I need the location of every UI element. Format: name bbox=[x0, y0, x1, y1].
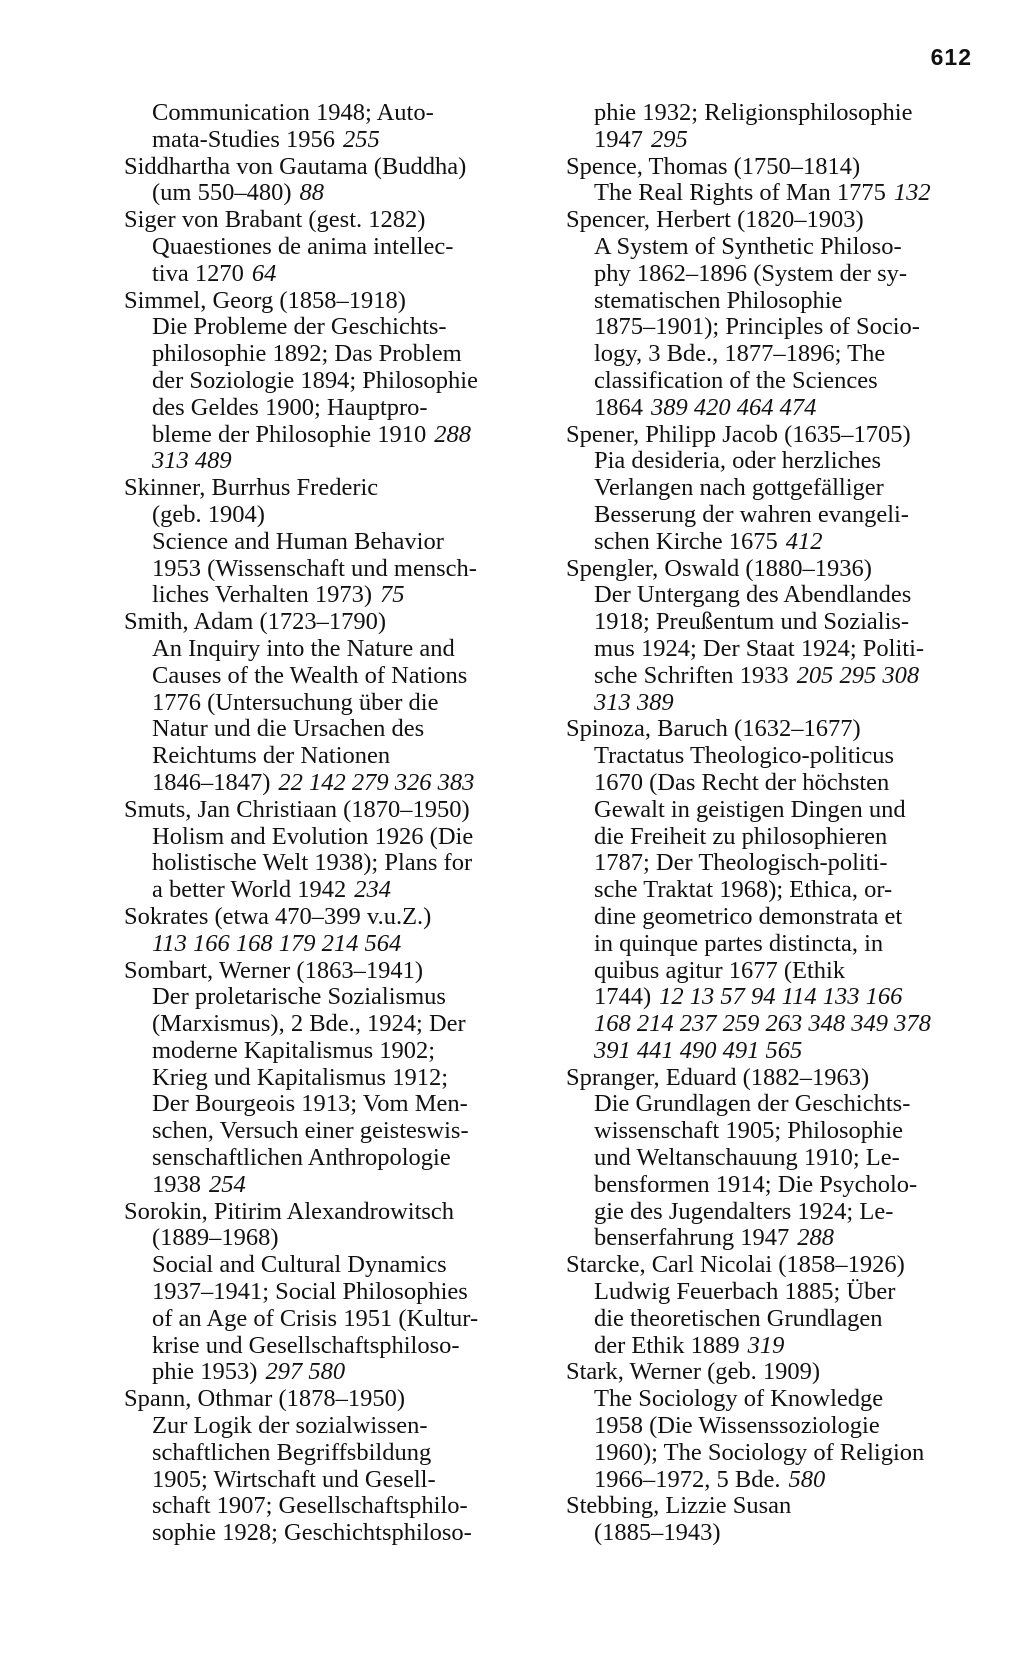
index-entry-heading bbox=[566, 1252, 986, 1279]
index-line bbox=[566, 1467, 986, 1494]
index-line bbox=[124, 261, 544, 288]
index-line bbox=[566, 261, 986, 288]
index-line bbox=[124, 716, 544, 743]
index-line bbox=[566, 1413, 986, 1440]
page-references: 88 bbox=[299, 179, 324, 207]
index-line bbox=[124, 368, 544, 395]
index-text: Zur Logik der sozialwissen- bbox=[152, 1412, 428, 1440]
index-line bbox=[124, 850, 544, 877]
index-line bbox=[124, 931, 544, 958]
index-text: Krieg und Kapitalismus 1912; bbox=[152, 1063, 449, 1091]
index-line bbox=[566, 368, 986, 395]
index-line bbox=[566, 663, 986, 690]
index-line bbox=[124, 448, 544, 475]
index-text: liches Verhalten 1973) bbox=[152, 581, 372, 609]
index-line bbox=[124, 1118, 544, 1145]
index-text: Social and Cultural Dynamics bbox=[152, 1251, 447, 1279]
index-text: 1960); The Sociology of Religion bbox=[594, 1438, 925, 1466]
page-references: 255 bbox=[343, 125, 380, 153]
index-entry-heading bbox=[566, 1065, 986, 1092]
index-line bbox=[124, 1493, 544, 1520]
index-line bbox=[124, 1279, 544, 1306]
index-text: die theoretischen Grundlagen bbox=[594, 1304, 883, 1332]
index-text: of an Age of Crisis 1951 (Kultur- bbox=[152, 1304, 479, 1332]
index-entry-heading bbox=[566, 1493, 986, 1520]
index-text: The Sociology of Knowledge bbox=[594, 1385, 884, 1413]
index-text: Stark, Werner (geb. 1909) bbox=[566, 1358, 821, 1386]
index-entry-heading bbox=[124, 1199, 544, 1226]
index-line bbox=[124, 1252, 544, 1279]
index-line bbox=[566, 1011, 986, 1038]
index-line bbox=[566, 690, 986, 717]
index-text: Spranger, Eduard (1882–1963) bbox=[566, 1063, 870, 1091]
index-entry-heading bbox=[124, 1386, 544, 1413]
index-line bbox=[124, 1011, 544, 1038]
index-entry-heading bbox=[566, 154, 986, 181]
index-text: Siger von Brabant (gest. 1282) bbox=[124, 206, 426, 234]
index-text: A System of Synthetic Philoso- bbox=[594, 232, 902, 260]
index-line bbox=[124, 314, 544, 341]
index-line bbox=[124, 556, 544, 583]
index-text: mus 1924; Der Staat 1924; Politi- bbox=[594, 634, 925, 662]
index-text: Spann, Othmar (1878–1950) bbox=[124, 1385, 406, 1413]
page-references: 75 bbox=[380, 581, 405, 609]
index-text: tiva 1270 bbox=[152, 259, 244, 287]
index-text: holistische Welt 1938); Plans for bbox=[152, 849, 473, 877]
page-references: 288 bbox=[797, 1224, 835, 1252]
index-text: Spener, Philipp Jacob (1635–1705) bbox=[566, 420, 911, 448]
index-text: (um 550–480) bbox=[152, 179, 292, 207]
index-text: (Marxismus), 2 Bde., 1924; Der bbox=[152, 1010, 466, 1038]
index-text: 1958 (Die Wissenssoziologie bbox=[594, 1412, 880, 1440]
page-references: 288 bbox=[434, 420, 471, 448]
page-references: 391 441 490 491 565 bbox=[594, 1036, 803, 1064]
index-line bbox=[566, 1038, 986, 1065]
index-entry-heading bbox=[124, 609, 544, 636]
index-line bbox=[124, 395, 544, 422]
index-line bbox=[566, 529, 986, 556]
index-text: 1918; Preußentum und Sozialis- bbox=[594, 608, 910, 636]
index-column-left bbox=[124, 100, 544, 1547]
index-line bbox=[124, 770, 544, 797]
page-references: 319 bbox=[747, 1331, 785, 1359]
index-text: Spence, Thomas (1750–1814) bbox=[566, 152, 861, 180]
index-text: schaftlichen Begriffsbildung bbox=[152, 1438, 432, 1466]
index-text: 1744) bbox=[594, 983, 652, 1011]
index-text: Ludwig Feuerbach 1885; Über bbox=[594, 1278, 896, 1306]
index-line bbox=[124, 1065, 544, 1092]
index-text: der Ethik 1889 bbox=[594, 1331, 740, 1359]
index-line bbox=[566, 1440, 986, 1467]
index-line bbox=[566, 1279, 986, 1306]
index-line bbox=[566, 1118, 986, 1145]
page-references: 295 bbox=[651, 125, 688, 153]
index-text: wissenschaft 1905; Philosophie bbox=[594, 1117, 903, 1145]
index-text: krise und Gesellschaftsphiloso- bbox=[152, 1331, 460, 1359]
page-references: 234 bbox=[354, 876, 391, 904]
index-text: Communication 1948; Auto- bbox=[152, 99, 434, 126]
index-text: Starcke, Carl Nicolai (1858–1926) bbox=[566, 1251, 905, 1279]
index-line bbox=[566, 743, 986, 770]
index-text: a better World 1942 bbox=[152, 876, 347, 904]
index-line bbox=[566, 288, 986, 315]
index-text: Sombart, Werner (1863–1941) bbox=[124, 956, 424, 984]
index-text: Verlangen nach gottgefälliger bbox=[594, 474, 884, 502]
index-line bbox=[124, 877, 544, 904]
index-entry-heading bbox=[124, 288, 544, 315]
index-line bbox=[124, 341, 544, 368]
index-text: Simmel, Georg (1858–1918) bbox=[124, 286, 406, 314]
index-line bbox=[124, 422, 544, 449]
index-line bbox=[124, 1145, 544, 1172]
index-entry-heading bbox=[124, 475, 544, 502]
index-text: Spencer, Herbert (1820–1903) bbox=[566, 206, 864, 234]
index-line bbox=[566, 877, 986, 904]
index-line bbox=[124, 690, 544, 717]
index-text: 1846–1847) bbox=[152, 768, 271, 796]
index-line bbox=[124, 1091, 544, 1118]
page-references: 113 166 168 179 214 564 bbox=[152, 929, 402, 957]
index-line bbox=[124, 636, 544, 663]
index-line bbox=[566, 636, 986, 663]
index-line bbox=[566, 395, 986, 422]
page-references: 168 214 237 259 263 348 349 378 bbox=[594, 1010, 931, 1038]
index-line bbox=[566, 448, 986, 475]
index-text: Tractatus Theologico-politicus bbox=[594, 742, 895, 770]
index-line bbox=[566, 1091, 986, 1118]
index-text: 1938 bbox=[152, 1170, 201, 1198]
index-text: Sokrates (etwa 470–399 v.u.Z.) bbox=[124, 902, 432, 930]
index-text: in quinque partes distincta, in bbox=[594, 929, 884, 957]
index-line bbox=[566, 127, 986, 154]
index-text: sche Traktat 1968); Ethica, or- bbox=[594, 876, 893, 904]
index-line bbox=[566, 1225, 986, 1252]
index-entry-heading bbox=[566, 207, 986, 234]
index-line bbox=[566, 770, 986, 797]
index-line bbox=[566, 824, 986, 851]
index-line bbox=[124, 824, 544, 851]
index-line bbox=[124, 1440, 544, 1467]
index-line bbox=[566, 1306, 986, 1333]
index-text: schen, Versuch einer geisteswis- bbox=[152, 1117, 469, 1145]
index-text: Spinoza, Baruch (1632–1677) bbox=[566, 715, 861, 743]
index-text: classification of the Sciences bbox=[594, 366, 878, 394]
index-entry-heading bbox=[124, 904, 544, 931]
index-line bbox=[566, 1333, 986, 1360]
page-references: 313 489 bbox=[152, 447, 232, 475]
index-text: (1889–1968) bbox=[152, 1224, 279, 1252]
page-references: 389 420 464 474 bbox=[651, 393, 817, 421]
index-text: philosophie 1892; Das Problem bbox=[152, 340, 462, 368]
index-entry-heading bbox=[124, 207, 544, 234]
index-text: Pia desideria, oder herzliches bbox=[594, 447, 882, 475]
page-references: 580 bbox=[788, 1465, 826, 1493]
index-text: des Geldes 1900; Hauptpro- bbox=[152, 393, 428, 421]
index-text: Natur und die Ursachen des bbox=[152, 715, 425, 743]
index-text: sophie 1928; Geschichtsphiloso- bbox=[152, 1519, 472, 1547]
index-text: senschaftlichen Anthropologie bbox=[152, 1144, 451, 1172]
index-entry-heading bbox=[124, 958, 544, 985]
index-text: 1947 bbox=[594, 125, 643, 153]
index-line bbox=[124, 1172, 544, 1199]
index-entry-heading bbox=[124, 154, 544, 181]
index-line bbox=[566, 475, 986, 502]
index-text: Der Untergang des Abendlandes bbox=[594, 581, 912, 609]
index-text: 1864 bbox=[594, 393, 643, 421]
index-entry-heading bbox=[566, 716, 986, 743]
page-number: 612 bbox=[930, 44, 972, 70]
index-text: (geb. 1904) bbox=[152, 500, 265, 528]
index-text: die Freiheit zu philosophieren bbox=[594, 822, 888, 850]
page-references: 313 389 bbox=[594, 688, 674, 716]
index-line bbox=[566, 180, 986, 207]
index-text: schaft 1907; Gesellschaftsphilo- bbox=[152, 1492, 468, 1520]
index-text: Holism and Evolution 1926 (Die bbox=[152, 822, 474, 850]
index-text: (1885–1943) bbox=[594, 1519, 721, 1547]
index-line bbox=[566, 850, 986, 877]
index-entry-heading bbox=[566, 422, 986, 449]
index-text: mata-Studies 1956 bbox=[152, 125, 336, 153]
index-line bbox=[124, 127, 544, 154]
index-line bbox=[566, 609, 986, 636]
index-line bbox=[566, 341, 986, 368]
index-text: stematischen Philosophie bbox=[594, 286, 843, 314]
index-column-right bbox=[566, 100, 986, 1547]
index-text: 1937–1941; Social Philosophies bbox=[152, 1278, 468, 1306]
index-line bbox=[566, 314, 986, 341]
index-text: Die Grundlagen der Geschichts- bbox=[594, 1090, 911, 1118]
index-text: Smuts, Jan Christiaan (1870–1950) bbox=[124, 795, 470, 823]
index-text: Science and Human Behavior bbox=[152, 527, 444, 555]
index-line bbox=[124, 502, 544, 529]
index-text: phie 1953) bbox=[152, 1358, 258, 1386]
index-text: The Real Rights of Man 1775 bbox=[594, 179, 886, 207]
index-line bbox=[566, 958, 986, 985]
index-line bbox=[124, 100, 544, 127]
index-text: Siddhartha von Gautama (Buddha) bbox=[124, 152, 467, 180]
page-references: 132 bbox=[893, 179, 931, 207]
index-text: moderne Kapitalismus 1902; bbox=[152, 1036, 436, 1064]
index-text: Gewalt in geistigen Dingen und bbox=[594, 795, 906, 823]
index-line bbox=[124, 984, 544, 1011]
index-text: dine geometrico demonstrata et bbox=[594, 902, 903, 930]
page-references: 254 bbox=[209, 1170, 246, 1198]
index-text: 1953 (Wissenschaft und mensch- bbox=[152, 554, 477, 582]
index-text: Stebbing, Lizzie Susan bbox=[566, 1492, 792, 1520]
index-line bbox=[124, 1467, 544, 1494]
index-text: Besserung der wahren evangeli- bbox=[594, 500, 909, 528]
index-line bbox=[566, 100, 986, 127]
index-text: gie des Jugendalters 1924; Le- bbox=[594, 1197, 894, 1225]
index-line bbox=[566, 582, 986, 609]
index-text: logy, 3 Bde., 1877–1896; The bbox=[594, 340, 886, 368]
index-line bbox=[566, 797, 986, 824]
index-line bbox=[124, 1333, 544, 1360]
index-line bbox=[124, 529, 544, 556]
index-entry-heading bbox=[566, 556, 986, 583]
index-text: Quaestiones de anima intellec- bbox=[152, 232, 454, 260]
index-entry-heading bbox=[566, 1359, 986, 1386]
index-text: schen Kirche 1675 bbox=[594, 527, 778, 555]
index-line bbox=[566, 1520, 986, 1547]
index-line bbox=[566, 502, 986, 529]
index-entry-heading bbox=[124, 797, 544, 824]
index-text: bensformen 1914; Die Psycholo- bbox=[594, 1170, 918, 1198]
index-text: quibus agitur 1677 (Ethik bbox=[594, 956, 846, 984]
index-line bbox=[566, 984, 986, 1011]
index-text: Sorokin, Pitirim Alexandrowitsch bbox=[124, 1197, 455, 1225]
index-text: 1776 (Untersuchung über die bbox=[152, 688, 439, 716]
index-text: sche Schriften 1933 bbox=[594, 661, 789, 689]
index-line bbox=[566, 1199, 986, 1226]
index-text: der Soziologie 1894; Philosophie bbox=[152, 366, 478, 394]
index-text: Reichtums der Nationen bbox=[152, 742, 391, 770]
index-text: phy 1862–1896 (System der sy- bbox=[594, 259, 908, 287]
index-text: phie 1932; Religionsphilosophie bbox=[594, 99, 913, 126]
index-line bbox=[124, 663, 544, 690]
page-references: 22 142 279 326 383 bbox=[278, 768, 475, 796]
index-line bbox=[124, 1038, 544, 1065]
index-text: Der Bourgeois 1913; Vom Men- bbox=[152, 1090, 468, 1118]
index-line bbox=[124, 1520, 544, 1547]
index-line bbox=[566, 1386, 986, 1413]
index-text: 1905; Wirtschaft und Gesell- bbox=[152, 1465, 436, 1493]
page-references: 412 bbox=[785, 527, 823, 555]
page-references: 205 295 308 bbox=[796, 661, 920, 689]
index-line bbox=[566, 1172, 986, 1199]
index-text: Smith, Adam (1723–1790) bbox=[124, 608, 387, 636]
page-references: 12 13 57 94 114 133 166 bbox=[659, 983, 903, 1011]
index-line bbox=[124, 1413, 544, 1440]
index-line bbox=[566, 904, 986, 931]
index-text: Die Probleme der Geschichts- bbox=[152, 313, 447, 341]
index-line bbox=[124, 582, 544, 609]
index-text: Causes of the Wealth of Nations bbox=[152, 661, 468, 689]
index-line bbox=[566, 931, 986, 958]
index-line bbox=[124, 743, 544, 770]
page-references: 64 bbox=[251, 259, 277, 287]
index-line bbox=[566, 1145, 986, 1172]
index-text: und Weltanschauung 1910; Le- bbox=[594, 1144, 900, 1172]
index-line bbox=[124, 1359, 544, 1386]
index-line bbox=[566, 234, 986, 261]
index-text: Spengler, Oswald (1880–1936) bbox=[566, 554, 872, 582]
index-line bbox=[124, 180, 544, 207]
index-line bbox=[124, 1225, 544, 1252]
index-text: Skinner, Burrhus Frederic bbox=[124, 474, 379, 502]
index-text: 1966–1972, 5 Bde. bbox=[594, 1465, 781, 1493]
index-line bbox=[124, 234, 544, 261]
index-text: benserfahrung 1947 bbox=[594, 1224, 790, 1252]
index-text: 1670 (Das Recht der höchsten bbox=[594, 768, 890, 796]
index-text: bleme der Philosophie 1910 bbox=[152, 420, 427, 448]
index-text: An Inquiry into the Nature and bbox=[152, 634, 455, 662]
index-text: Der proletarische Sozialismus bbox=[152, 983, 446, 1011]
index-line bbox=[124, 1306, 544, 1333]
index-text: 1787; Der Theologisch-politi- bbox=[594, 849, 888, 877]
index-text: 1875–1901); Principles of Socio- bbox=[594, 313, 920, 341]
page-references: 297 580 bbox=[265, 1358, 346, 1386]
